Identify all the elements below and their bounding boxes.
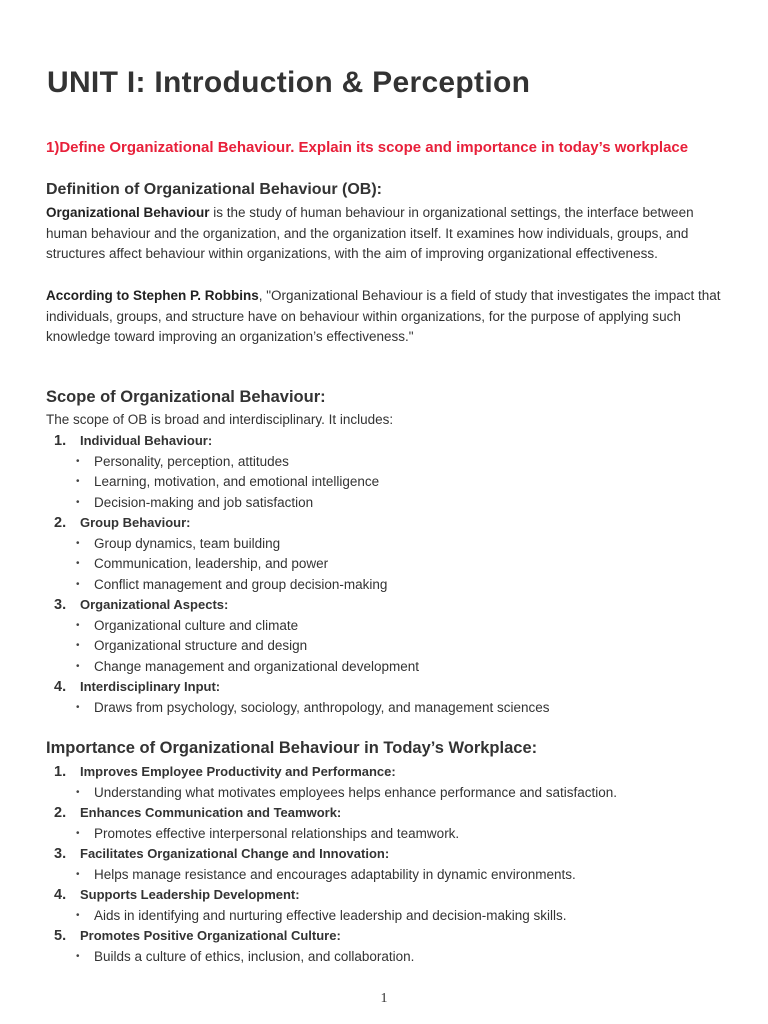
robbins-paragraph <box>46 286 726 348</box>
scope-list <box>0 431 768 718</box>
item-label: Organizational Aspects: <box>80 597 229 612</box>
importance-item <box>0 844 768 885</box>
definition-paragraph <box>46 203 726 265</box>
item-label: Enhances Communication and Teamwork: <box>80 805 342 820</box>
bullet-list <box>80 698 768 719</box>
scope-intro: The scope of OB is broad and interdisciplinary. It includes: <box>46 412 394 427</box>
definition-text: is the study of human behaviour in organizational settings, the interface between human behaviour and the organization, and the organization itself. It examines how individuals, groups, and structures affect behaviour within organizations, with the aim of improving organizational effectiveness. <box>46 205 694 261</box>
bullet-item: • Draws from psychology, sociology, anthropology, and management sciences <box>80 698 768 719</box>
bullet-list <box>80 824 768 845</box>
item-number: 1. <box>54 764 67 780</box>
item-label: Improves Employee Productivity and Performance: <box>80 764 396 779</box>
item-number: 4. <box>54 887 67 903</box>
bullet-list <box>80 534 768 596</box>
scope-heading: Scope of Organizational Behaviour: <box>46 388 326 406</box>
question-heading: 1)Define Organizational Behaviour. Explain its scope and importance in today’s workplace <box>46 139 689 156</box>
bullet-item: • Builds a culture of ethics, inclusion, and collaboration. <box>80 947 768 968</box>
item-number: 2. <box>54 805 67 821</box>
importance-item <box>0 885 768 926</box>
importance-item <box>0 762 768 803</box>
bullet-list <box>80 865 768 886</box>
bullet-item: • Learning, motivation, and emotional intelligence <box>80 472 768 493</box>
importance-heading: Importance of Organizational Behaviour in Today’s Workplace: <box>46 739 538 757</box>
item-label: Interdisciplinary Input: <box>80 679 221 694</box>
bullet-item: • Helps manage resistance and encourages adaptability in dynamic environments. <box>80 865 768 886</box>
item-label: Group Behaviour: <box>80 515 191 530</box>
scope-item <box>0 513 768 595</box>
importance-item <box>0 926 768 967</box>
definition-heading: Definition of Organizational Behaviour (OB): <box>46 181 382 198</box>
page-number: 1 <box>380 991 388 1006</box>
bullet-item: • Group dynamics, team building <box>80 534 768 555</box>
scope-item <box>0 595 768 677</box>
bullet-item: • Decision-making and job satisfaction <box>80 493 768 514</box>
scope-item <box>0 431 768 513</box>
importance-item <box>0 803 768 844</box>
bullet-list <box>80 947 768 968</box>
item-label: Supports Leadership Development: <box>80 887 300 902</box>
item-number: 3. <box>54 597 67 613</box>
bullet-list <box>80 906 768 927</box>
bullet-list <box>80 783 768 804</box>
item-number: 3. <box>54 846 67 862</box>
bullet-item: • Organizational structure and design <box>80 636 768 657</box>
bullet-item: • Aids in identifying and nurturing effective leadership and decision-making skills. <box>80 906 768 927</box>
bullet-item: • Conflict management and group decision-making <box>80 575 768 596</box>
robbins-quote: , "Organizational Behaviour is a field of study that investigates the impact that individuals, groups, and structure have on behaviour within organizations, for the purpose of applying such knowledge toward improving an organization’s effectiveness." <box>46 288 721 344</box>
bullet-list <box>80 616 768 678</box>
item-number: 4. <box>54 679 67 695</box>
item-label: Individual Behaviour: <box>80 433 213 448</box>
bullet-item: • Change management and organizational development <box>80 657 768 678</box>
importance-list <box>0 762 768 967</box>
item-number: 2. <box>54 515 67 531</box>
bullet-item: • Communication, leadership, and power <box>80 554 768 575</box>
scope-item <box>0 677 768 718</box>
bullet-item: • Promotes effective interpersonal relationships and teamwork. <box>80 824 768 845</box>
item-number: 1. <box>54 433 67 449</box>
robbins-attribution: According to Stephen P. Robbins <box>46 288 259 303</box>
definition-term: Organizational Behaviour <box>46 205 210 220</box>
item-number: 5. <box>54 928 67 944</box>
item-label: Promotes Positive Organizational Culture: <box>80 928 341 943</box>
bullet-list <box>80 452 768 514</box>
unit-title: UNIT I: Introduction & Perception <box>47 66 531 99</box>
bullet-item: • Personality, perception, attitudes <box>80 452 768 473</box>
bullet-item: • Understanding what motivates employees helps enhance performance and satisfaction. <box>80 783 768 804</box>
bullet-item: • Organizational culture and climate <box>80 616 768 637</box>
item-label: Facilitates Organizational Change and Innovation: <box>80 846 390 861</box>
